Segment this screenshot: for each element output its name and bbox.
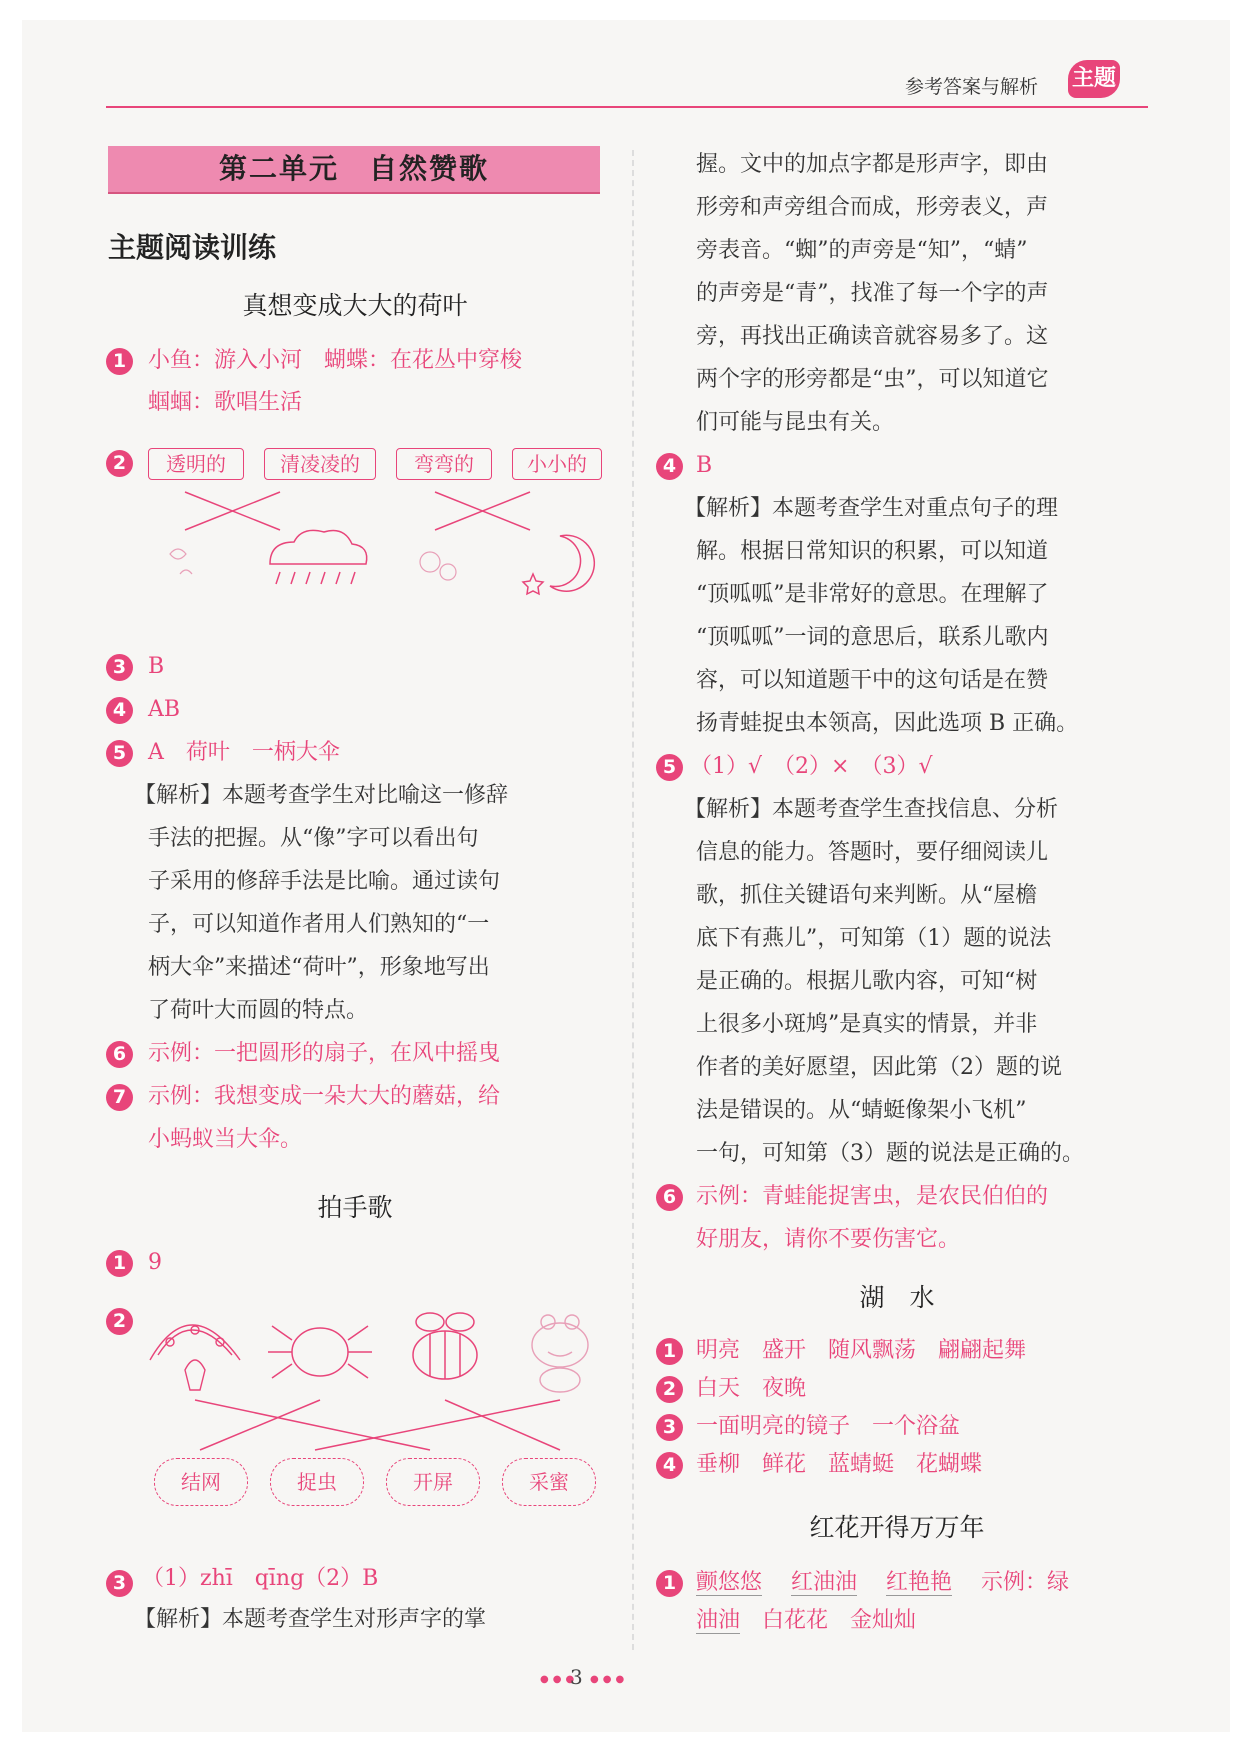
- analysis-line: “顶呱呱”一词的意思后，联系儿歌内: [696, 625, 1049, 650]
- unit-title: 第二单元 自然赞歌: [108, 146, 600, 194]
- answer-word: 油油: [696, 1608, 741, 1633]
- word-oval: 采蜜: [502, 1458, 596, 1506]
- answer-word: 红油油: [791, 1570, 858, 1595]
- moon-star-icon: [523, 535, 594, 594]
- analysis-line: 上很多小斑鸠”是真实的情景，并非: [696, 1012, 1038, 1037]
- question-number: 3: [106, 654, 133, 681]
- bee-icon: [413, 1313, 477, 1379]
- analysis-line: 解。根据日常知识的积累，可以知道: [696, 539, 1049, 564]
- analysis-line: 【解析】本题考查学生对比喻这一修辞: [134, 783, 509, 808]
- column-divider: [632, 150, 634, 1650]
- question-number: 6: [656, 1184, 683, 1211]
- question-number: 4: [656, 453, 683, 480]
- word-box: 透明的: [148, 448, 244, 480]
- question-number: 5: [106, 740, 133, 767]
- answer-word: 红艳艳: [886, 1570, 953, 1595]
- analysis-line: 扬青蛙捉虫本领高，因此选项 B 正确。: [696, 711, 1079, 736]
- question-number: 4: [106, 697, 133, 724]
- analysis-line: 两个字的形旁都是“虫”，可以知道它: [696, 367, 1049, 392]
- analysis-line: 是正确的。根据儿歌内容，可知“树: [696, 969, 1038, 994]
- analysis-line: 底下有燕儿”，可知第（1）题的说法: [696, 926, 1052, 951]
- word-box: 清凌凌的: [264, 448, 376, 480]
- analysis-line: 【解析】本题考查学生查找信息、分析: [684, 797, 1059, 822]
- rain-cloud-icon: [270, 530, 367, 584]
- word-oval: 开屏: [386, 1458, 480, 1506]
- header-badge: 主题: [1068, 60, 1120, 98]
- header-rule: [106, 106, 1148, 108]
- analysis-line: 手法的把握。从“像”字可以看出句: [148, 826, 479, 851]
- section-title: 主题阅读训练: [108, 231, 277, 264]
- analysis-line: 【解析】本题考查学生对形声字的掌: [134, 1607, 487, 1632]
- page-number: 3: [570, 1665, 583, 1689]
- answer-line: 9: [148, 1250, 162, 1275]
- answer-line: AB: [148, 697, 181, 722]
- analysis-line: 旁表音。“蜘”的声旁是“知”，“蜻”: [696, 238, 1028, 263]
- question-number: 2: [106, 450, 133, 477]
- word-oval: 捉虫: [270, 1458, 364, 1506]
- question-number: 7: [106, 1084, 133, 1111]
- analysis-line: 旁，再找出正确读音就容易多了。这: [696, 324, 1049, 349]
- analysis-line: 法是错误的。从“蜻蜓像架小飞机”: [696, 1098, 1027, 1123]
- matching-diagram-2: [140, 1300, 610, 1480]
- answer-line: 示例：青蛙能捉害虫，是农民伯伯的: [696, 1184, 1049, 1209]
- analysis-line: 的声旁是“青”，找准了每一个字的声: [696, 281, 1049, 306]
- question-number: 1: [106, 1250, 133, 1277]
- analysis-line: 形旁和声旁组合而成，形旁表义，声: [696, 195, 1049, 220]
- analysis-line: 歌，抓住关键语句来判断。从“屋檐: [696, 883, 1038, 908]
- question-number: 4: [656, 1452, 683, 1479]
- spider-icon: [268, 1326, 372, 1378]
- match-line: [195, 1400, 430, 1450]
- peacock-icon: [150, 1325, 240, 1390]
- analysis-line: 容，可以知道题干中的这句话是在赞: [696, 668, 1049, 693]
- answer-line: [696, 1568, 1069, 1598]
- header-title: 参考答案与解析: [905, 76, 1039, 98]
- answer-line: 示例：我想变成一朵大大的蘑菇，给: [148, 1084, 501, 1109]
- analysis-line: 作者的美好愿望，因此第（2）题的说: [696, 1055, 1062, 1080]
- answer-line: 一面明亮的镜子 一个浴盆: [696, 1414, 961, 1439]
- answer-line: （1）zhī qīng（2）B: [142, 1566, 379, 1591]
- answer-line: 白天 夜晚: [696, 1376, 807, 1401]
- analysis-line: 子，可以知道作者用人们熟知的“一: [148, 912, 490, 937]
- answer-line: 好朋友，请你不要伤害它。: [696, 1227, 961, 1252]
- match-line: [315, 1400, 560, 1450]
- question-number: 3: [656, 1414, 683, 1441]
- answer-line: B: [148, 654, 165, 679]
- analysis-line: 柄大伞”来描述“荷叶”，形象地写出: [148, 955, 490, 980]
- word-box: 小小的: [512, 448, 602, 480]
- page-dots-left: ●●●: [540, 1674, 579, 1685]
- dew-icon: [170, 549, 192, 574]
- article-title-4: 红花开得万万年: [809, 1513, 985, 1542]
- analysis-line: 子采用的修辞手法是比喻。通过读句: [148, 869, 501, 894]
- analysis-line: 一句，可知第（3）题的说法是正确的。: [696, 1141, 1084, 1166]
- analysis-line: 们可能与昆虫有关。: [696, 410, 895, 435]
- answer-word: 示例：绿: [981, 1570, 1070, 1595]
- question-number: 6: [106, 1041, 133, 1068]
- question-number: 1: [656, 1338, 683, 1365]
- matching-diagram-1: [140, 484, 610, 614]
- question-number: 2: [106, 1308, 133, 1335]
- question-number: 1: [656, 1570, 683, 1597]
- question-number: 2: [656, 1376, 683, 1403]
- question-number: 1: [106, 348, 133, 375]
- word-box: 弯弯的: [396, 448, 492, 480]
- answer-line: 小蚂蚁当大伞。: [148, 1127, 303, 1152]
- frog-icon: [532, 1315, 588, 1392]
- answer-line: 蝈蝈：歌唱生活: [148, 390, 303, 415]
- answer-line: B: [696, 453, 713, 478]
- stream-icon: [420, 552, 456, 580]
- question-number: 3: [106, 1570, 133, 1597]
- answer-line: 明亮 盛开 随风飘荡 翩翩起舞: [696, 1338, 1027, 1363]
- answer-line: [696, 1606, 916, 1636]
- analysis-line: 【解析】本题考查学生对重点句子的理: [684, 496, 1059, 521]
- article-title-2: 拍手歌: [317, 1193, 393, 1222]
- match-line: [445, 1400, 560, 1450]
- question-number: 5: [656, 754, 683, 781]
- answer-line: A 荷叶 一柄大伞: [148, 740, 340, 765]
- answer-line: 小鱼：游入小河 蝴蝶：在花丛中穿梭: [148, 348, 523, 373]
- match-line: [200, 1400, 320, 1450]
- word-oval: 结网: [154, 1458, 248, 1506]
- analysis-line: 信息的能力。答题时，要仔细阅读儿: [696, 840, 1049, 865]
- analysis-line: 握。文中的加点字都是形声字，即由: [696, 152, 1049, 177]
- analysis-line: 了荷叶大而圆的特点。: [148, 998, 369, 1023]
- answer-line: （1）√ （2）× （3）√: [690, 754, 933, 779]
- answer-word: 白花花 金灿灿: [762, 1608, 917, 1633]
- article-title-1: 真想变成大大的荷叶: [242, 291, 468, 320]
- answer-word: 颤悠悠: [696, 1570, 763, 1595]
- page-dots-right: ●●●: [590, 1674, 629, 1685]
- answer-line: 垂柳 鲜花 蓝蜻蜓 花蝴蝶: [696, 1452, 983, 1477]
- answer-line: 示例：一把圆形的扇子，在风中摇曳: [148, 1041, 501, 1066]
- article-title-3: 湖 水: [859, 1283, 935, 1312]
- analysis-line: “顶呱呱”是非常好的意思。在理解了: [696, 582, 1049, 607]
